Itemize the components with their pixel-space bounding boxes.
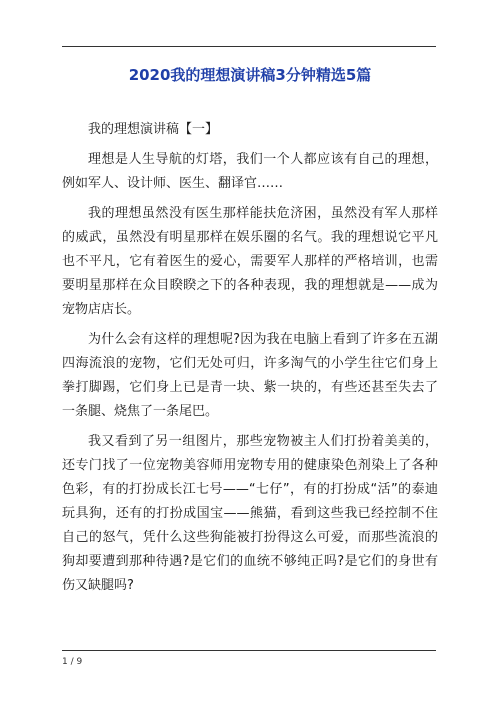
page-number: 1 / 9 [62, 657, 83, 667]
section-heading: 我的理想演讲稿【一】 [88, 122, 219, 137]
document-title: 2020我的理想演讲稿3分钟精选5篇 [128, 66, 372, 84]
paragraph: 为什么会有这样的理想呢?因为我在电脑上看到了许多在五湖四海流浪的宠物，它们无处可归，许多淘气的小学生往它们身上拳打脚踢，它们身上已是青一块、紫一块的，有些还甚至失去了一条腿、烧焦了一条尾巴。 [62, 332, 438, 419]
header-rule [62, 46, 436, 47]
paragraph: 我又看到了另一组图片，那些宠物被主人们打扮着美美的，还专门找了一位宠物美容师用宠物专用的健康染色剂染上了各种色彩，有的打扮成长江七号——“七仔”，有的打扮成“活”的泰迪玩具狗，还有的打扮成国宝——熊猫，看到这些我已经控制不住自己的怒气，凭什么这些狗能被打扮得这么可爱，而那些流浪的狗却要遭到那种待遇?是它们的血统不够纯正吗?是它们的身世有伤又缺腿吗? [62, 434, 438, 593]
paragraph: 我的理想虽然没有医生那样能扶危济困，虽然没有军人那样的威武，虽然没有明星那样在娱乐圈的名气。我的理想说它平凡也不平凡，它有着医生的爱心，需要军人那样的严格培训，也需要明星那样在众目睽睽之下的各种表现，我的理想就是——成为宠物店店长。 [62, 206, 438, 317]
footer-rule [62, 650, 436, 651]
paragraph: 理想是人生导航的灯塔，我们一个人都应该有自己的理想，例如军人、设计师、医生、翻译官…… [62, 152, 438, 191]
document-body [62, 118, 438, 604]
